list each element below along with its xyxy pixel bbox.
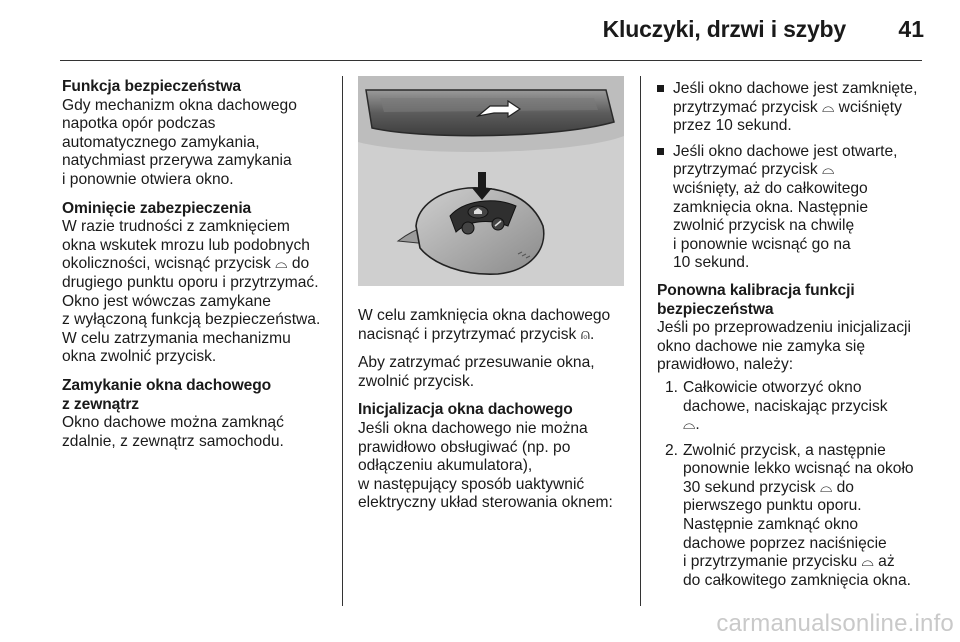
column-1: [62, 78, 334, 461]
page-number: 41: [898, 16, 924, 42]
section-heading: Funkcja bezpieczeństwa: [62, 78, 241, 95]
paragraph-recalibration-intro: Jeśli po przeprowadzeniu inicjalizacji okno dachowe nie zamyka się prawidłowo, należy:: [657, 319, 911, 374]
column-divider-right: [640, 76, 641, 606]
list-item: Jeśli okno dachowe jest zamknięte, przytrzymać przycisk ⌓ wciśnięty przez 10 sekund.: [657, 80, 927, 136]
bullet-square-icon: [657, 148, 664, 155]
column-3: [657, 80, 927, 597]
section-remote-closing: [62, 377, 334, 451]
key-remote-illustration: [358, 76, 624, 286]
section-heading-initialization: Inicjalizacja okna dachowego: [358, 401, 573, 419]
column-2: [358, 307, 626, 513]
watermark: carmanualsonline.info: [716, 610, 954, 637]
paragraph-close-instruction: W celu zamknięcia okna dachowego nacisnąć i przytrzymać przycisk ⍝.: [358, 307, 611, 343]
section-safety-function: [62, 78, 334, 190]
paragraph-initialization: Jeśli okna dachowego nie można prawidłowo obsługiwać (np. po odłączeniu akumulatora), w następujący sposób uaktywnić elektryczny układ sterowania oknem:: [358, 419, 613, 512]
bullet-square-icon: [657, 85, 664, 92]
section-safety-override: [62, 200, 334, 367]
section-body: Gdy mechanizm okna dachowego napotka opór podczas automatycznego zamykania, natychmiast przerywa zamykania i ponownie otwiera okno.: [62, 96, 297, 188]
sunroof-key-drawing: [358, 76, 624, 286]
column-divider-left: [342, 76, 343, 606]
section-body: W razie trudności z zamknięciem okna wskutek mrozu lub podobnych okoliczności, wcisnąć przycisk ⌓ do drugiego punktu oporu i przytrzymać. Okno jest wówczas zamykane z wyłączoną funkcją bezpieczeństwa. W celu zatrzymania mechanizmu okna zwolnić przycisk.: [62, 218, 321, 366]
paragraph-stop-instruction: Aby zatrzymać przesuwanie okna, zwolnić przycisk.: [358, 354, 595, 390]
initialization-bullets: [657, 80, 927, 273]
page-header-title: Kluczyki, drzwi i szyby: [602, 16, 846, 42]
list-item: 2. Zwolnić przycisk, a następnie ponownie lekko wcisnąć na około 30 sekund przycisk ⌓ do pierwszego punktu oporu. Następnie zamknąć okno dachowe poprzez naciśnięcie i przytrzymanie przycisku ⌓ aż do całkowitego zamknięcia okna.: [665, 441, 914, 589]
section-heading: Ominięcie zabezpieczenia: [62, 199, 252, 217]
section-body: Okno dachowe można zamknąć zdalnie, z zewnątrz samochodu.: [62, 414, 284, 450]
section-heading-recalibration: Ponowna kalibracja funkcji bezpieczeństwa: [657, 281, 855, 318]
recalibration-steps: [657, 379, 927, 591]
header-rule: [60, 60, 922, 61]
section-heading: Zamykanie okna dachowego z zewnątrz: [62, 376, 272, 413]
list-item: 1. Całkowicie otworzyć okno dachowe, naciskając przycisk ⌓.: [665, 378, 888, 434]
list-item: Jeśli okno dachowe jest otwarte, przytrzymać przycisk ⌓ wciśnięty, aż do całkowitego zamknięcia okna. Następnie zwolnić przycisk na chwilę i ponownie wcisnąć go na 10 sekund.: [657, 143, 927, 273]
